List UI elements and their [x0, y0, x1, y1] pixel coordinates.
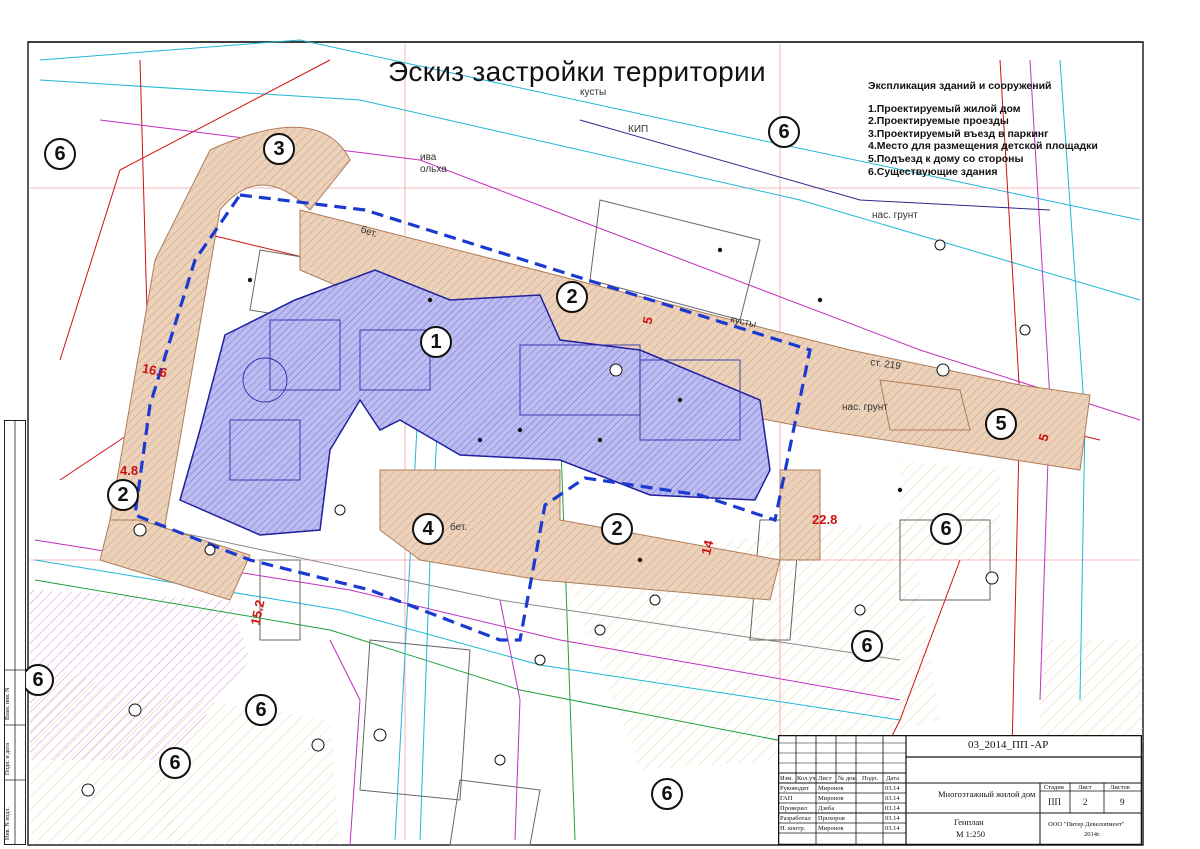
side-label-sign: Подп. и дата: [5, 742, 11, 775]
map-label-bushes-2: кусты: [729, 314, 758, 331]
stamp-header: Кол.уч.: [797, 775, 818, 782]
zone-marker-6: 6: [651, 778, 683, 810]
company-name: ООО "Питер Девелопмент": [1048, 821, 1125, 828]
stamp-role: Проверил: [780, 805, 808, 812]
map-label-concrete-1: бет.: [359, 224, 379, 241]
sheet-name: Генплан: [954, 817, 984, 827]
dimension-label: 5: [639, 315, 656, 326]
map-label-soil-1: нас. грунт: [872, 210, 918, 221]
stamp-person: Дзеба: [818, 805, 835, 812]
stamp-header: Дата: [886, 775, 899, 782]
dimension-label: 4.8: [120, 463, 139, 478]
stamp-date: 03.14: [885, 785, 900, 792]
zone-marker-6: 6: [768, 116, 800, 148]
map-label-alder: ольха: [420, 164, 447, 175]
stamp-role: Н. контр.: [780, 825, 806, 832]
zone-marker-6: 6: [245, 694, 277, 726]
legend-item: 6.Существующие здания: [868, 165, 998, 178]
sheet-label: Лист: [1078, 784, 1092, 791]
map-label-concrete-2: бет.: [450, 522, 468, 533]
stamp-date: 03.14: [885, 815, 900, 822]
zone-marker-3: 3: [263, 133, 295, 165]
stamp-date: 03.14: [885, 805, 900, 812]
legend-title: Экспликация зданий и сооружений: [868, 80, 1052, 92]
stamp-person: Миронов: [818, 825, 844, 832]
zone-marker-2: 2: [601, 513, 633, 545]
zone-marker-2: 2: [556, 281, 588, 313]
title-block: [778, 735, 1142, 845]
stamp-date: 03.14: [885, 795, 900, 802]
stamp-role: ГАП: [780, 795, 793, 802]
stage-value: ПП: [1048, 797, 1061, 807]
stage-label: Стадия: [1044, 784, 1064, 791]
legend-item: 1.Проектируемый жилой дом: [868, 102, 1021, 115]
dimension-label: 15.2: [247, 598, 268, 627]
stamp-header: № док.: [838, 775, 858, 782]
stamp-date: 03.14: [885, 825, 900, 832]
zone-marker-5: 5: [985, 408, 1017, 440]
legend-item: 4.Место для размещения детской площадки: [868, 140, 1098, 153]
sheet-value: 2: [1083, 797, 1088, 807]
stamp-role: Руководит: [780, 785, 809, 792]
drawing-code: 03_2014_ПП -АР: [968, 739, 1049, 751]
legend: [868, 80, 1098, 178]
dimension-label: 14: [698, 538, 717, 557]
dimension-label: 16.6: [140, 360, 169, 381]
zone-marker-6: 6: [930, 513, 962, 545]
map-label-bushes-1: кусты: [580, 87, 607, 98]
legend-item: 3.Проектируемый въезд в паркинг: [868, 127, 1049, 140]
zone-marker-6: 6: [22, 664, 54, 696]
drawing-title: Эскиз застройки территории: [388, 56, 766, 87]
zone-marker-2: 2: [107, 479, 139, 511]
zone-marker-6: 6: [159, 747, 191, 779]
scale: М 1:250: [956, 829, 986, 839]
stamp-header: Изм.: [780, 775, 793, 782]
sheets-value: 9: [1120, 797, 1125, 807]
zone-marker-6: 6: [851, 630, 883, 662]
stamp-person: Прохоров: [818, 815, 845, 822]
map-label-iva: ива: [420, 152, 437, 163]
map-label-soil-2: нас. грунт: [842, 402, 888, 413]
company-year: 2014г.: [1084, 831, 1101, 838]
stamp-person: Миронов: [818, 795, 844, 802]
side-strip: [4, 420, 26, 845]
zone-marker-4: 4: [412, 513, 444, 545]
map-label-street: ст. 219: [869, 357, 902, 373]
sheets-label: Листов: [1110, 784, 1130, 791]
legend-item: 2.Проектируемые проезды: [868, 115, 1009, 128]
stamp-header: Лист: [818, 775, 832, 782]
map-label-kip: КИП: [628, 124, 649, 135]
stamp-person: Миронов: [818, 785, 844, 792]
stamp-header: Подп.: [862, 775, 879, 782]
zone-marker-1: 1: [420, 326, 452, 358]
dimension-label: 5: [1035, 432, 1052, 443]
legend-item: 5.Подъезд к дому со стороны: [868, 152, 1024, 165]
object-name: Многоэтажный жилой дом: [938, 789, 1036, 799]
side-label-inv: Инв. N подл.: [5, 807, 11, 840]
zone-marker-6: 6: [44, 138, 76, 170]
side-label-replace: Взам. инв. N: [5, 687, 11, 720]
dimension-label: 22.8: [812, 512, 838, 527]
stamp-role: Разработал: [780, 815, 811, 822]
